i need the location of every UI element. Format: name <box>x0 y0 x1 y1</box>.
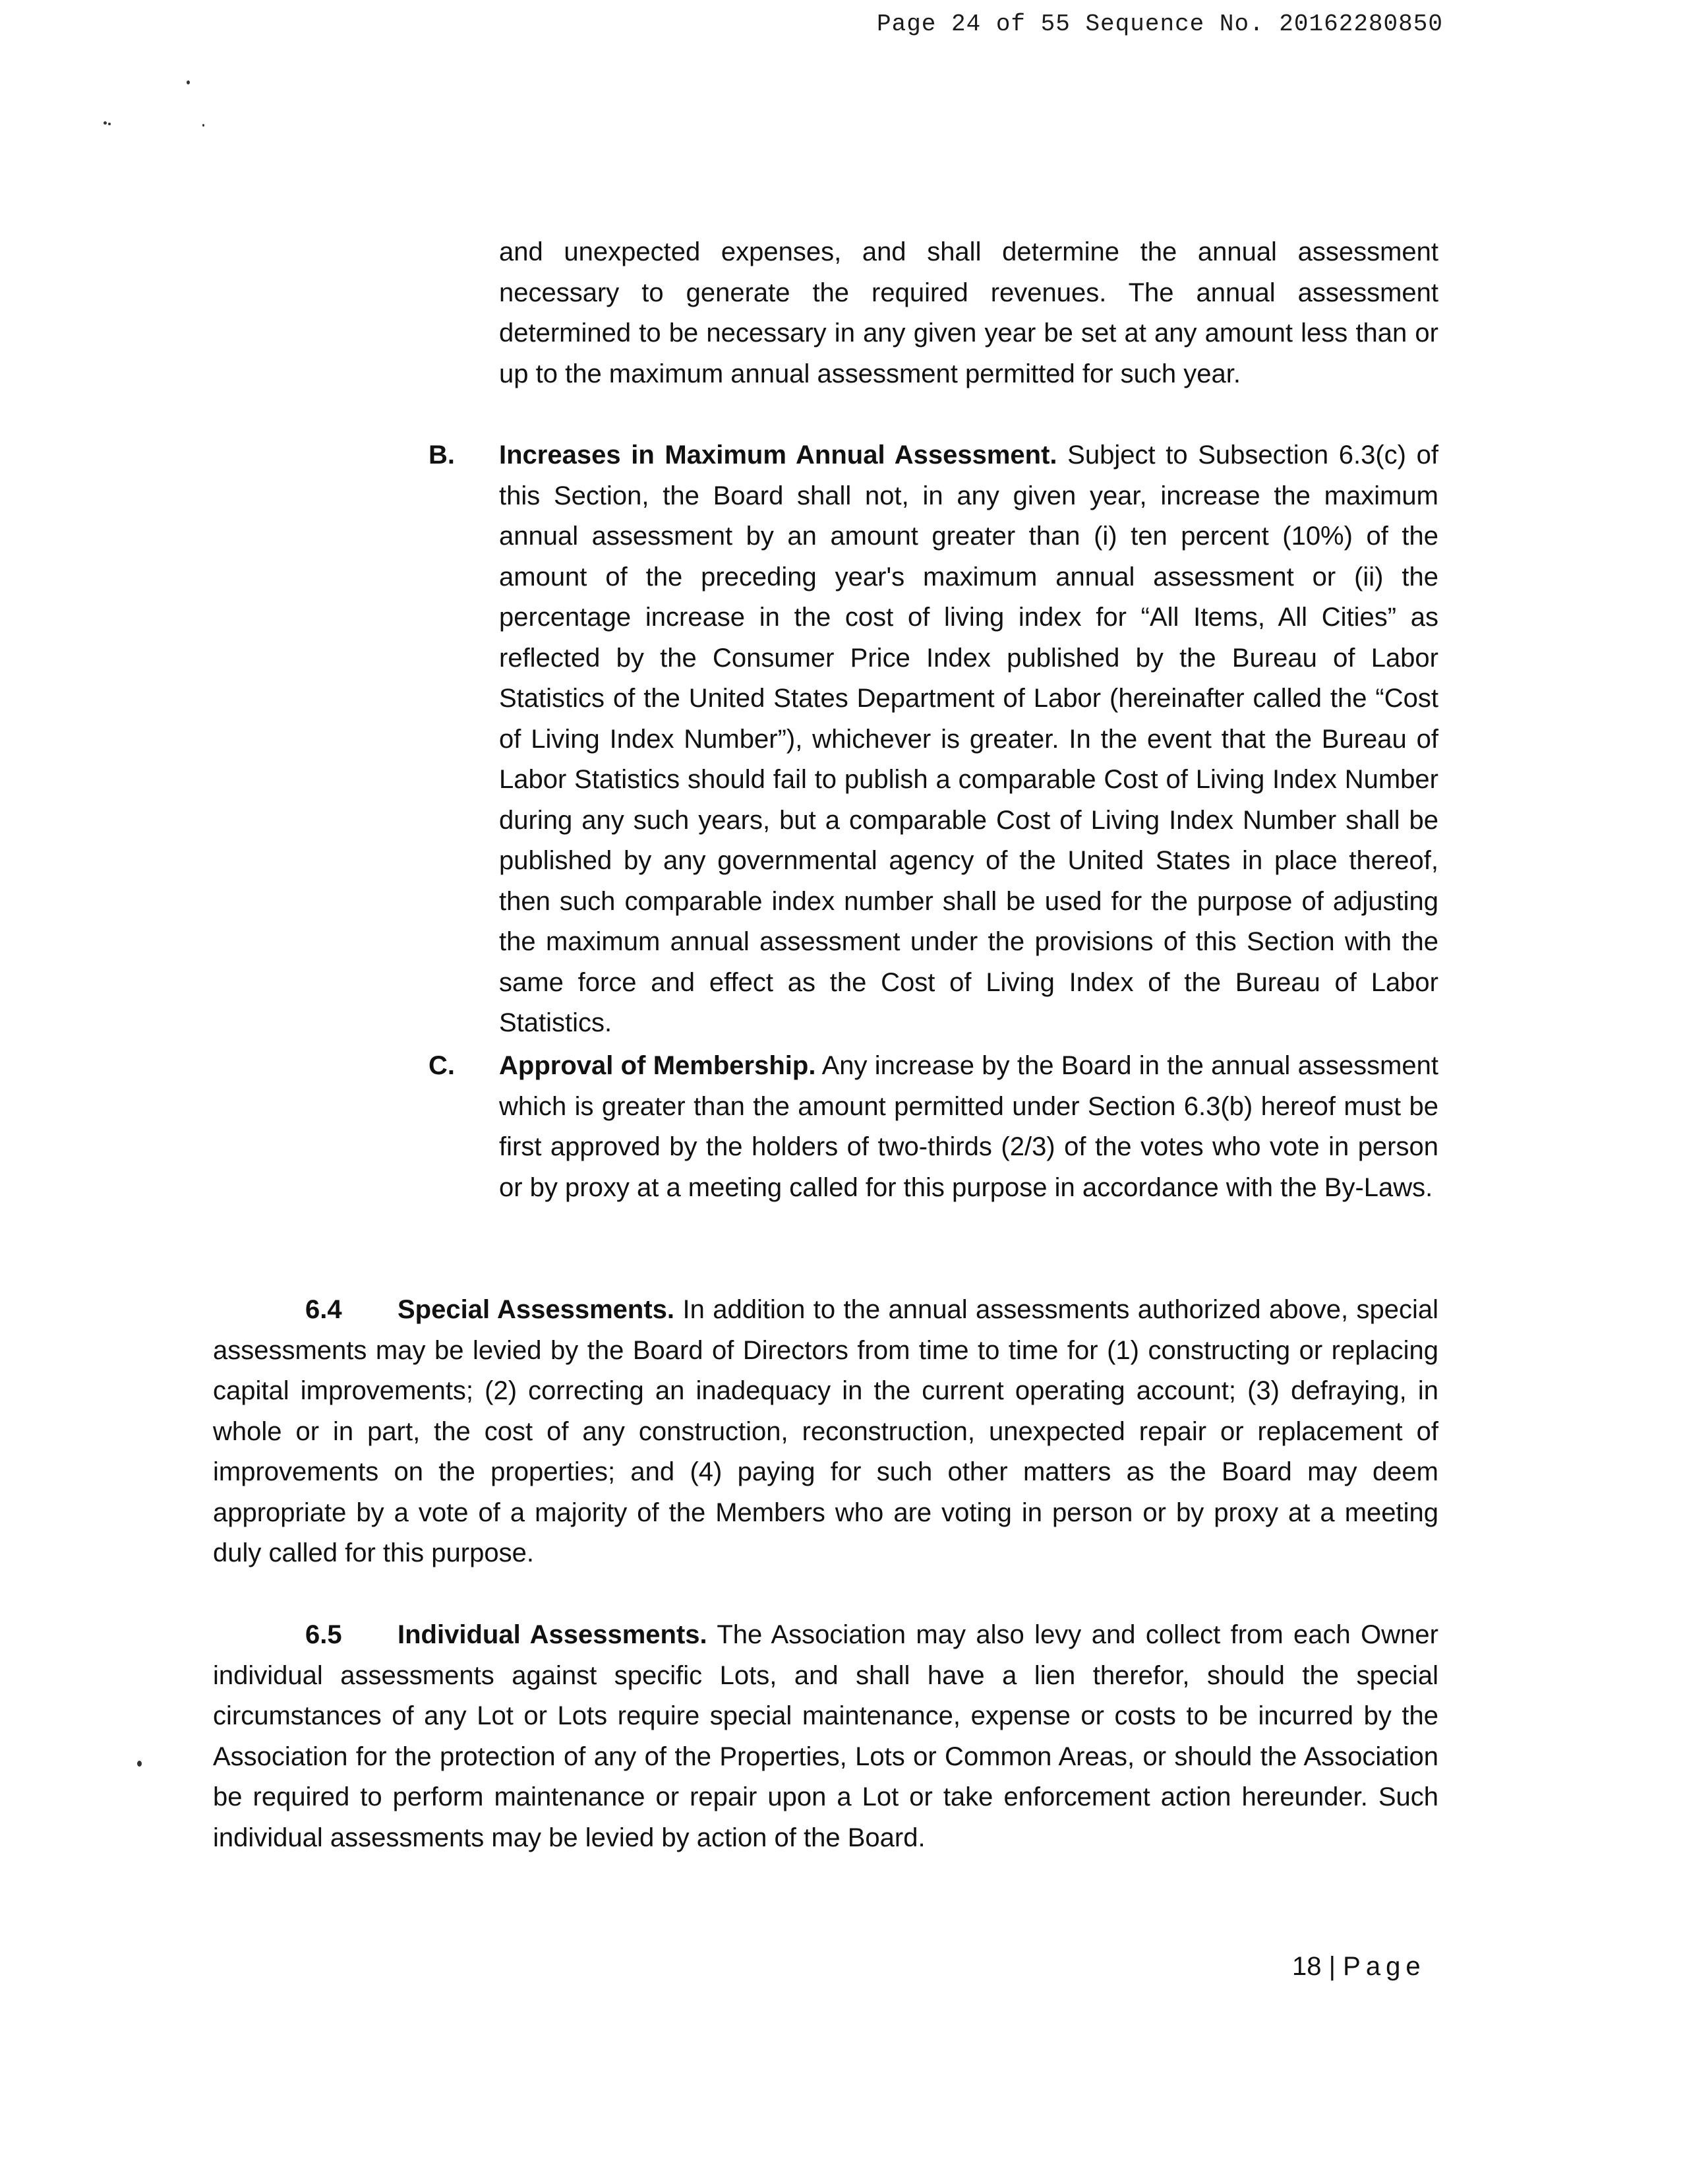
page-header: Page 24 of 55 Sequence No. 20162280850 <box>877 11 1443 38</box>
section-6-4-body: In addition to the annual assessments authorized above, special assessments may be levied by the Board of Directors from time to time for (1) constructing or replacing capital improvements; (2) correcting an inadequacy in the current operating account; (3) defraying, in whole or in part, the cost of any construction, reconstruction, unexpected repair or replacement of improvements on the properties; and (4) paying for such other matters as the Board may deem appropriate by a vote of a majority of the Members who are voting in person or by proxy at a meeting duly called for this purpose. <box>213 1295 1439 1567</box>
footer-page-label: Page <box>1343 1952 1426 1981</box>
item-c-body: Any increase by the Board in the annual assessment which is greater than the amount permitted under Section 6.3(b) hereof must be first approved by the holders of two-thirds (2/3) of the votes who vote in person or by proxy at a meeting called for this purpose in accordance with the By-Laws. <box>499 1051 1439 1202</box>
section-6-5-paragraph <box>213 1615 1438 1858</box>
scan-speck <box>202 124 204 127</box>
scan-speck <box>187 80 190 84</box>
scan-speck <box>137 1761 142 1767</box>
section-6-5-body: The Association may also levy and collect from each Owner individual assessments against specific Lots, and shall have a lien therefor, should the special circumstances of any Lot or Lots require special maintenance, expense or costs to be incurred by the Association for the protection of any of the Properties, Lots or Common Areas, or should the Association be required to perform maintenance or repair upon a Lot or take enforcement action hereunder. Such individual assessments may be levied by action of the Board. <box>213 1620 1438 1852</box>
section-6-5-title: Individual Assessments. <box>398 1620 707 1649</box>
item-c-letter: C. <box>429 1051 455 1080</box>
item-b-paragraph <box>499 435 1438 1044</box>
footer-separator: | <box>1328 1952 1336 1981</box>
intro-paragraph-text: and unexpected expenses, and shall determine the annual assessment necessary to generate the required revenues. The annual assessment determined to be necessary in any given year be set at any amount less than or up to the maximum annual assessment permitted for such year. <box>499 237 1438 388</box>
scan-speck <box>108 123 111 125</box>
page-footer <box>1292 1952 1426 1982</box>
item-b-body: Subject to Subsection 6.3(c) of this Section, the Board shall not, in any given year, increase the maximum annual assessment by an amount greater than (i) ten percent (10%) of the amount of the preceding year's maximum annual assessment or (ii) the percentage increase in the cost of living index for “All Items, All Cities” as reflected by the Consumer Price Index published by the Bureau of Labor Statistics of the United States Department of Labor (hereinafter called the “Cost of Living Index Number”), whichever is greater. In the event that the Bureau of Labor Statistics should fail to publish a comparable Cost of Living Index Number during any such years, but a comparable Cost of Living Index Number shall be published by any governmental agency of the United States in place thereof, then such comparable index number shall be used for the purpose of adjusting the maximum annual assessment under the provisions of this Section with the same force and effect as the Cost of Living Index of the Bureau of Labor Statistics. <box>499 440 1438 1037</box>
intro-paragraph <box>499 232 1438 394</box>
footer-page-number: 18 <box>1292 1952 1322 1981</box>
item-c-title: Approval of Membership. <box>499 1051 816 1080</box>
section-6-4-title: Special Assessments. <box>398 1295 675 1324</box>
section-6-4-paragraph <box>213 1290 1438 1574</box>
item-c-paragraph <box>499 1046 1438 1208</box>
scan-speck <box>103 121 107 125</box>
section-6-5-number: 6.5 <box>305 1620 342 1649</box>
section-6-4-number: 6.4 <box>305 1295 342 1324</box>
item-b-letter: B. <box>429 440 455 470</box>
item-b-title: Increases in Maximum Annual Assessment. <box>499 440 1057 470</box>
